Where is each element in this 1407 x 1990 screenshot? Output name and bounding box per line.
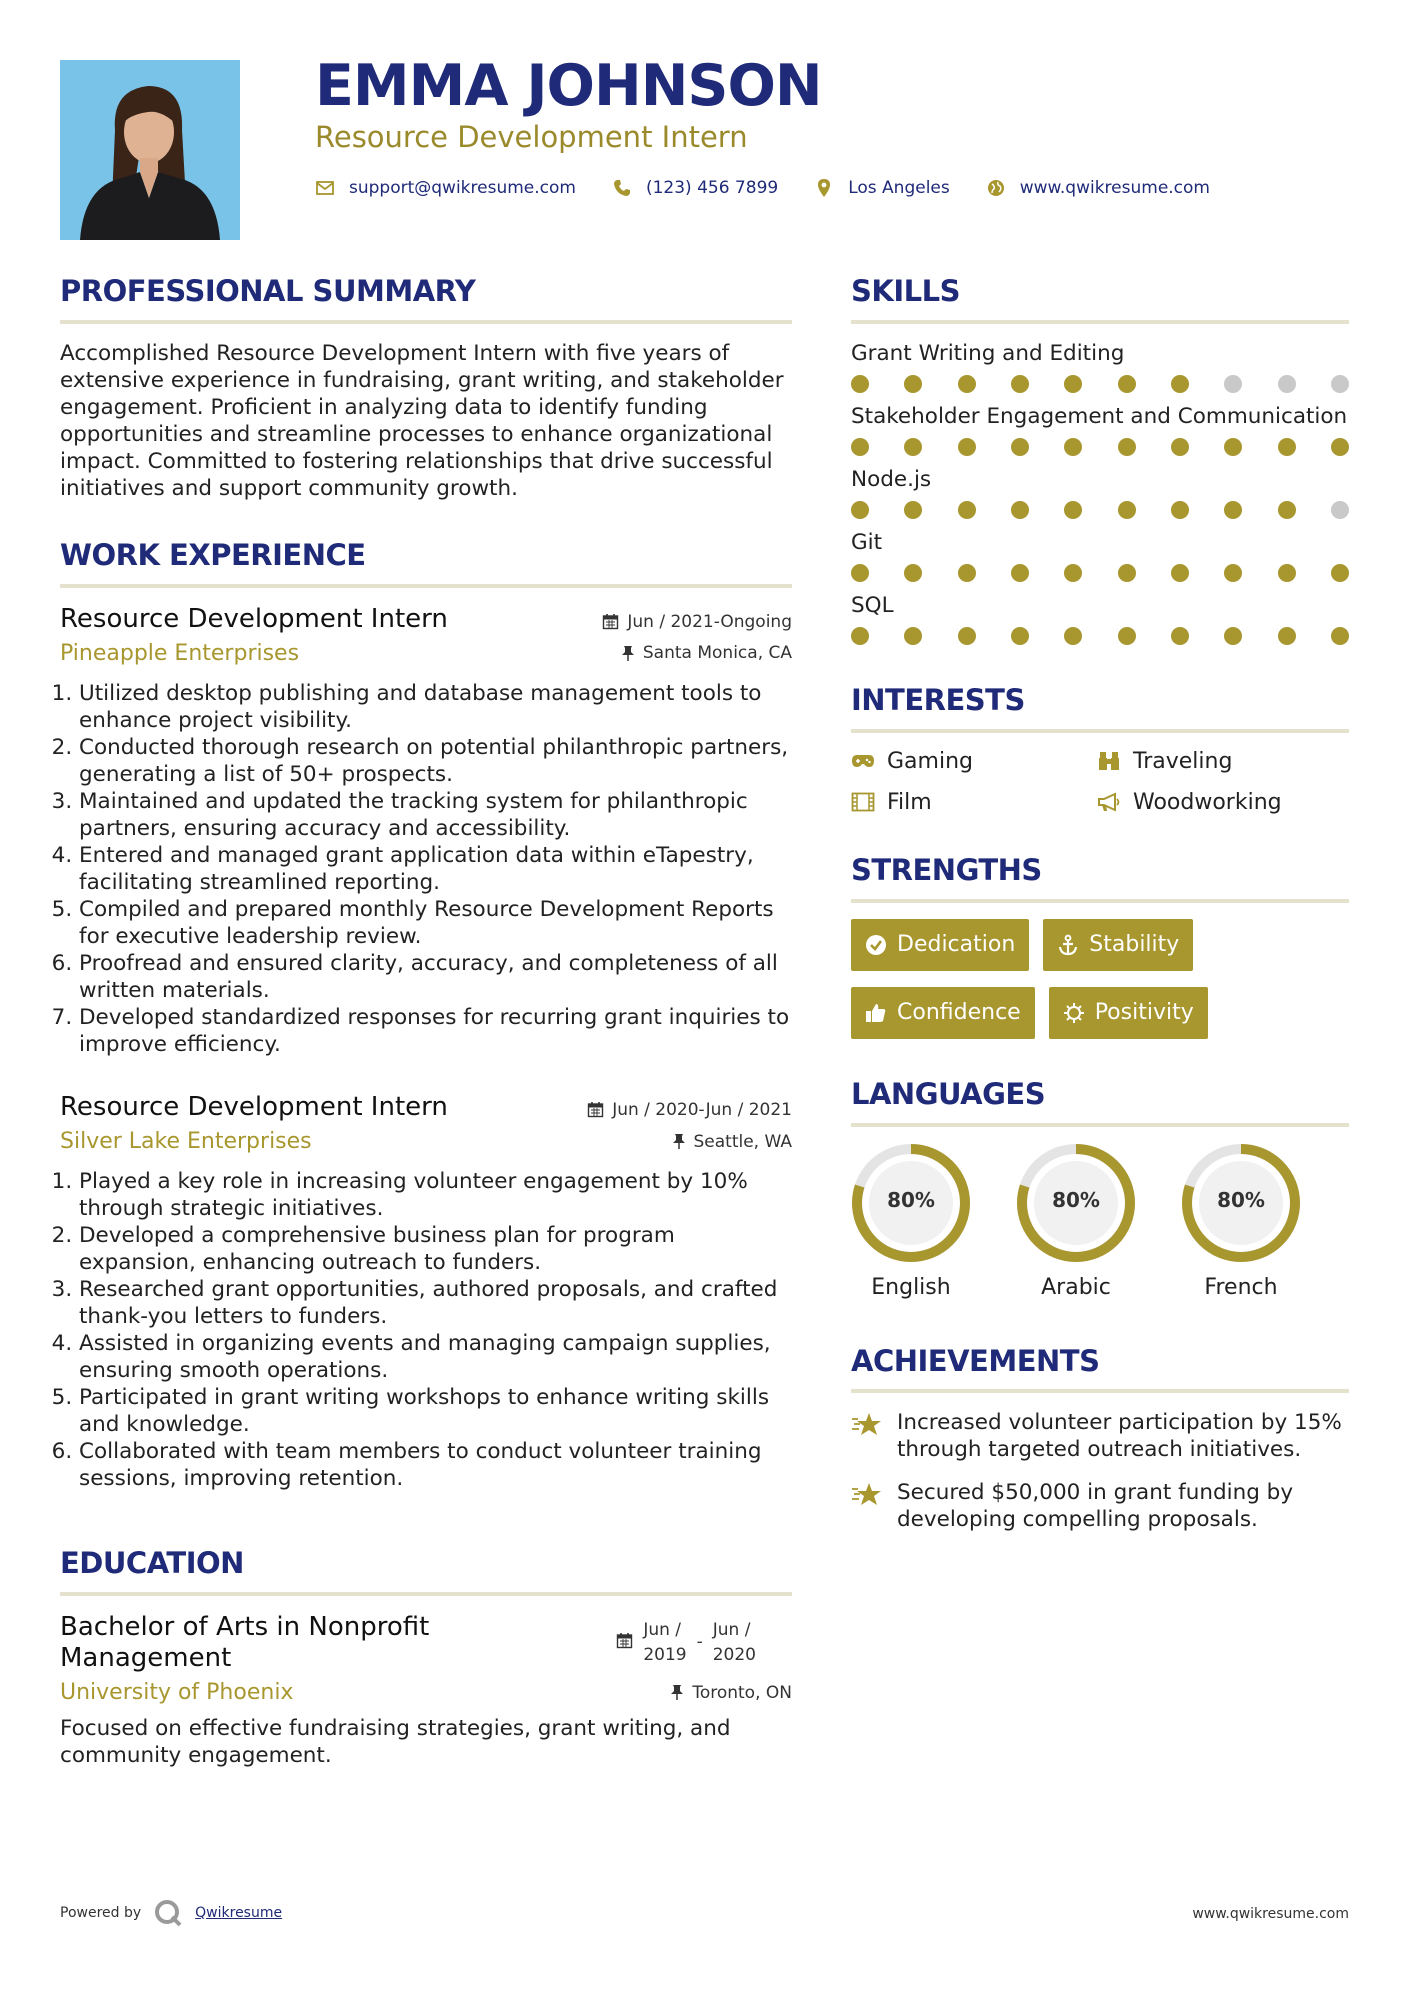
- skill-dot-filled: [1331, 564, 1349, 582]
- contact-phone[interactable]: [612, 178, 778, 198]
- job-location: [672, 1132, 793, 1152]
- achievement-text: Secured $50,000 in grant funding by developing compelling proposals.: [897, 1480, 1294, 1533]
- skill-dot-filled: [1171, 375, 1189, 393]
- language-percent: 80%: [1052, 1187, 1100, 1212]
- duty-list: [60, 1168, 792, 1492]
- skill-dot-filled: [904, 627, 922, 645]
- skill-rating: [851, 501, 1349, 519]
- skill-dot-filled: [851, 627, 869, 645]
- education-location-text: Toronto, ON: [692, 1682, 792, 1703]
- sun-icon: [1063, 1002, 1085, 1024]
- achievement-text: Increased volunteer participation by 15% through targeted outreach initiatives.: [897, 1410, 1342, 1463]
- language-ring: [1016, 1143, 1136, 1263]
- skill-dot-filled: [1118, 564, 1136, 582]
- duty-item: 5. Participated in grant writing workshops to enhance writing skills and knowledge.: [79, 1384, 792, 1438]
- skills-list: [851, 340, 1349, 645]
- duty-item: 6. Proofread and ensured clarity, accuracy, and completeness of all written materials.: [79, 950, 792, 1004]
- education-start-month: Jun /: [643, 1620, 682, 1641]
- thumbs-up-icon: [865, 1002, 887, 1024]
- skill-dot-filled: [1171, 564, 1189, 582]
- footer-powered-by: [60, 1898, 282, 1928]
- skill-item: [851, 592, 1349, 645]
- education-end-year: 2020: [712, 1645, 756, 1666]
- skill-dot-filled: [1278, 438, 1296, 456]
- duty-item: 3. Researched grant opportunities, authored proposals, and crafted thank-you letters to funders.: [79, 1276, 792, 1330]
- education-dates: [616, 1618, 792, 1668]
- language-name: Arabic: [1041, 1274, 1111, 1300]
- summary-text: Accomplished Resource Development Intern with five years of extensive experience in fundraising, grant writing, and stakeholder engagement. Proficient in analyzing data to identify funding opportunities and streamline processes to enhance organizational impact. Committed to fostering relationships that drive successful initiatives and support community growth.: [60, 340, 784, 501]
- pushpin-icon: [672, 1133, 686, 1150]
- duty-item: 2. Developed a comprehensive business plan for program expansion, enhancing outreach to funders.: [79, 1222, 792, 1276]
- skill-item: [851, 529, 1349, 582]
- skill-rating: [851, 564, 1349, 582]
- pushpin-icon: [621, 645, 635, 662]
- skill-name: Node.js: [851, 466, 932, 492]
- duty-item: 3. Maintained and updated the tracking system for philanthropic partners, ensuring accuracy and accessibility.: [79, 788, 792, 842]
- language-ring: [1181, 1143, 1301, 1263]
- duty-item: 2. Conducted thorough research on potential philanthropic partners, generating a list of 50+ prospects.: [79, 734, 792, 788]
- duty-item: 4. Entered and managed grant application data within eTapestry, facilitating streamlined reporting.: [79, 842, 792, 896]
- skill-dot-filled: [1171, 501, 1189, 519]
- star-icon: [851, 1411, 883, 1439]
- right-column: [851, 276, 1349, 1549]
- strength-label: Positivity: [1094, 1000, 1194, 1026]
- languages-list: [851, 1143, 1349, 1300]
- skill-dot-filled: [1064, 501, 1082, 519]
- summary-heading: PROFESSIONAL SUMMARY: [60, 276, 792, 324]
- interest-item: [1097, 749, 1343, 774]
- footer-brand-link[interactable]: Qwikresume: [195, 1905, 283, 1921]
- education-location: [670, 1683, 792, 1703]
- experience-heading: WORK EXPERIENCE: [60, 540, 792, 588]
- skill-rating: [851, 438, 1349, 456]
- skill-dot-filled: [1118, 501, 1136, 519]
- education-description: Focused on effective fundraising strategies, grant writing, and community engagement.: [60, 1716, 731, 1769]
- achievements-heading: ACHIEVEMENTS: [851, 1346, 1349, 1394]
- left-column: [60, 276, 792, 1769]
- candidate-title: Resource Development Intern: [315, 120, 748, 154]
- skill-dot-filled: [1224, 627, 1242, 645]
- duty-item: 6. Collaborated with team members to conduct volunteer training sessions, improving retention.: [79, 1438, 792, 1492]
- job-dates: [602, 612, 792, 632]
- language-ring: [851, 1143, 971, 1263]
- duty-item: 1. Played a key role in increasing volunteer engagement by 10% through strategic initiatives.: [79, 1168, 792, 1222]
- footer-website[interactable]: www.qwikresume.com: [1192, 1906, 1349, 1922]
- contact-website[interactable]: [986, 178, 1210, 198]
- language-item: [851, 1143, 971, 1300]
- powered-by-text: Powered by: [60, 1905, 142, 1921]
- strengths-heading: STRENGTHS: [851, 855, 1349, 903]
- language-percent: 80%: [1217, 1187, 1265, 1212]
- strength-label: Confidence: [897, 1000, 1021, 1026]
- skill-rating: [851, 375, 1349, 393]
- skill-dot-filled: [1064, 564, 1082, 582]
- skill-dot-empty: [1331, 501, 1349, 519]
- skill-dot-filled: [851, 501, 869, 519]
- skill-dot-empty: [1331, 375, 1349, 393]
- duty-item: 5. Compiled and prepared monthly Resource Development Reports for executive leadership review.: [79, 896, 792, 950]
- interest-item: [851, 790, 1097, 815]
- profile-photo: [60, 60, 240, 240]
- skill-dot-filled: [1224, 501, 1242, 519]
- strength-badge: [1043, 919, 1193, 971]
- pushpin-icon: [670, 1684, 684, 1701]
- skill-dot-filled: [904, 501, 922, 519]
- education-end-month: Jun /: [712, 1620, 751, 1641]
- skill-name: SQL: [851, 592, 894, 618]
- gamepad-icon: [851, 752, 875, 770]
- skill-dot-filled: [1011, 438, 1029, 456]
- skill-dot-filled: [1278, 627, 1296, 645]
- skill-dot-empty: [1224, 375, 1242, 393]
- skill-name: Grant Writing and Editing: [851, 340, 1125, 366]
- candidate-name: EMMA JOHNSON: [315, 53, 822, 119]
- skill-dot-filled: [904, 438, 922, 456]
- interest-label: Traveling: [1133, 748, 1233, 774]
- interest-item: [1097, 790, 1343, 815]
- skill-dot-filled: [958, 564, 976, 582]
- skill-dot-filled: [1064, 438, 1082, 456]
- skill-dot-filled: [1224, 438, 1242, 456]
- envelope-icon: [315, 178, 335, 198]
- job-entry: [60, 1092, 792, 1492]
- map-pin-icon: [814, 178, 834, 198]
- interest-label: Gaming: [887, 748, 973, 774]
- skill-dot-filled: [1331, 627, 1349, 645]
- skill-dot-filled: [1278, 501, 1296, 519]
- skill-dot-filled: [1118, 375, 1136, 393]
- job-dates: [587, 1100, 792, 1120]
- interest-item: [851, 749, 1097, 774]
- job-entry: [60, 604, 792, 1058]
- school-name: University of Phoenix: [60, 1680, 294, 1706]
- calendar-icon: [616, 1632, 633, 1649]
- language-item: [1016, 1143, 1136, 1300]
- strengths-list: [851, 919, 1349, 1039]
- strength-label: Dedication: [897, 932, 1016, 958]
- calendar-icon: [602, 613, 619, 630]
- education-heading: EDUCATION: [60, 1548, 792, 1596]
- skill-dot-filled: [1011, 501, 1029, 519]
- degree-title: Bachelor of Arts in Nonprofit Management: [60, 1612, 430, 1674]
- interests-heading: INTERESTS: [851, 685, 1349, 733]
- skill-dot-filled: [1064, 627, 1082, 645]
- duty-list: [60, 680, 792, 1058]
- strength-label: Stability: [1089, 932, 1180, 958]
- skill-dot-filled: [1171, 438, 1189, 456]
- education-start-year: 2019: [643, 1645, 687, 1666]
- skill-dot-filled: [1331, 438, 1349, 456]
- language-name: French: [1204, 1274, 1278, 1300]
- contact-email[interactable]: [315, 178, 576, 198]
- check-circle-icon: [865, 934, 887, 956]
- education-date-separator: -: [696, 1632, 703, 1653]
- job-location-text: Santa Monica, CA: [642, 643, 792, 664]
- qwikresume-logo-icon: [153, 1898, 183, 1928]
- duty-item: 7. Developed standardized responses for recurring grant inquiries to improve efficiency.: [79, 1004, 792, 1058]
- language-percent: 80%: [887, 1187, 935, 1212]
- skill-dot-filled: [1278, 564, 1296, 582]
- strength-badge: [851, 987, 1035, 1039]
- skill-dot-empty: [1278, 375, 1296, 393]
- skill-dot-filled: [851, 375, 869, 393]
- website-text: www.qwikresume.com: [1019, 178, 1210, 198]
- skill-dot-filled: [1118, 438, 1136, 456]
- skill-dot-filled: [1171, 627, 1189, 645]
- achievement-item: [851, 1479, 1349, 1533]
- skill-item: [851, 340, 1349, 393]
- interests-list: [851, 749, 1349, 815]
- job-location: [621, 643, 792, 663]
- skill-name: Stakeholder Engagement and Communication: [851, 403, 1348, 429]
- skill-dot-filled: [1011, 627, 1029, 645]
- company-name: Silver Lake Enterprises: [60, 1129, 312, 1155]
- skill-dot-filled: [1118, 627, 1136, 645]
- achievement-item: [851, 1409, 1349, 1463]
- job-title: Resource Development Intern: [60, 603, 448, 634]
- calendar-icon: [587, 1101, 604, 1118]
- film-icon: [851, 792, 875, 812]
- skill-dot-filled: [958, 438, 976, 456]
- anchor-icon: [1057, 934, 1079, 956]
- location-text: Los Angeles: [848, 178, 950, 198]
- duty-item: 4. Assisted in organizing events and managing campaign supplies, ensuring smooth operations.: [79, 1330, 792, 1384]
- duty-item: 1. Utilized desktop publishing and database management tools to enhance project visibility.: [79, 680, 792, 734]
- education-entry: [60, 1612, 792, 1769]
- job-dates-text: Jun / 2021-Ongoing: [627, 611, 792, 632]
- skill-item: [851, 466, 1349, 519]
- job-location-text: Seattle, WA: [693, 1131, 792, 1152]
- skill-dot-filled: [1064, 375, 1082, 393]
- language-name: English: [871, 1274, 951, 1300]
- phone-text: (123) 456 7899: [645, 178, 779, 198]
- skills-heading: SKILLS: [851, 276, 1349, 324]
- strength-badge: [851, 919, 1029, 971]
- skill-dot-filled: [958, 627, 976, 645]
- phone-icon: [612, 178, 632, 198]
- star-icon: [851, 1481, 883, 1509]
- strength-badge: [1049, 987, 1208, 1039]
- skill-item: [851, 403, 1349, 456]
- skill-dot-filled: [1224, 564, 1242, 582]
- company-name: Pineapple Enterprises: [60, 640, 300, 666]
- skill-dot-filled: [958, 375, 976, 393]
- skill-rating: [851, 627, 1349, 645]
- globe-icon: [986, 178, 1006, 198]
- email-text: support@qwikresume.com: [349, 178, 576, 198]
- skill-name: Git: [851, 529, 883, 555]
- job-title: Resource Development Intern: [60, 1091, 448, 1122]
- binoculars-icon: [1097, 750, 1121, 772]
- interest-label: Film: [887, 789, 932, 815]
- contact-location: [814, 178, 950, 198]
- job-dates-text: Jun / 2020-Jun / 2021: [612, 1099, 792, 1120]
- skill-dot-filled: [851, 438, 869, 456]
- languages-heading: LANGUAGES: [851, 1079, 1349, 1127]
- skill-dot-filled: [904, 564, 922, 582]
- skill-dot-filled: [1011, 564, 1029, 582]
- bullhorn-icon: [1097, 792, 1121, 812]
- interest-label: Woodworking: [1133, 789, 1282, 815]
- skill-dot-filled: [851, 564, 869, 582]
- skill-dot-filled: [904, 375, 922, 393]
- skill-dot-filled: [958, 501, 976, 519]
- contact-bar: [315, 178, 1210, 198]
- language-item: [1181, 1143, 1301, 1300]
- skill-dot-filled: [1011, 375, 1029, 393]
